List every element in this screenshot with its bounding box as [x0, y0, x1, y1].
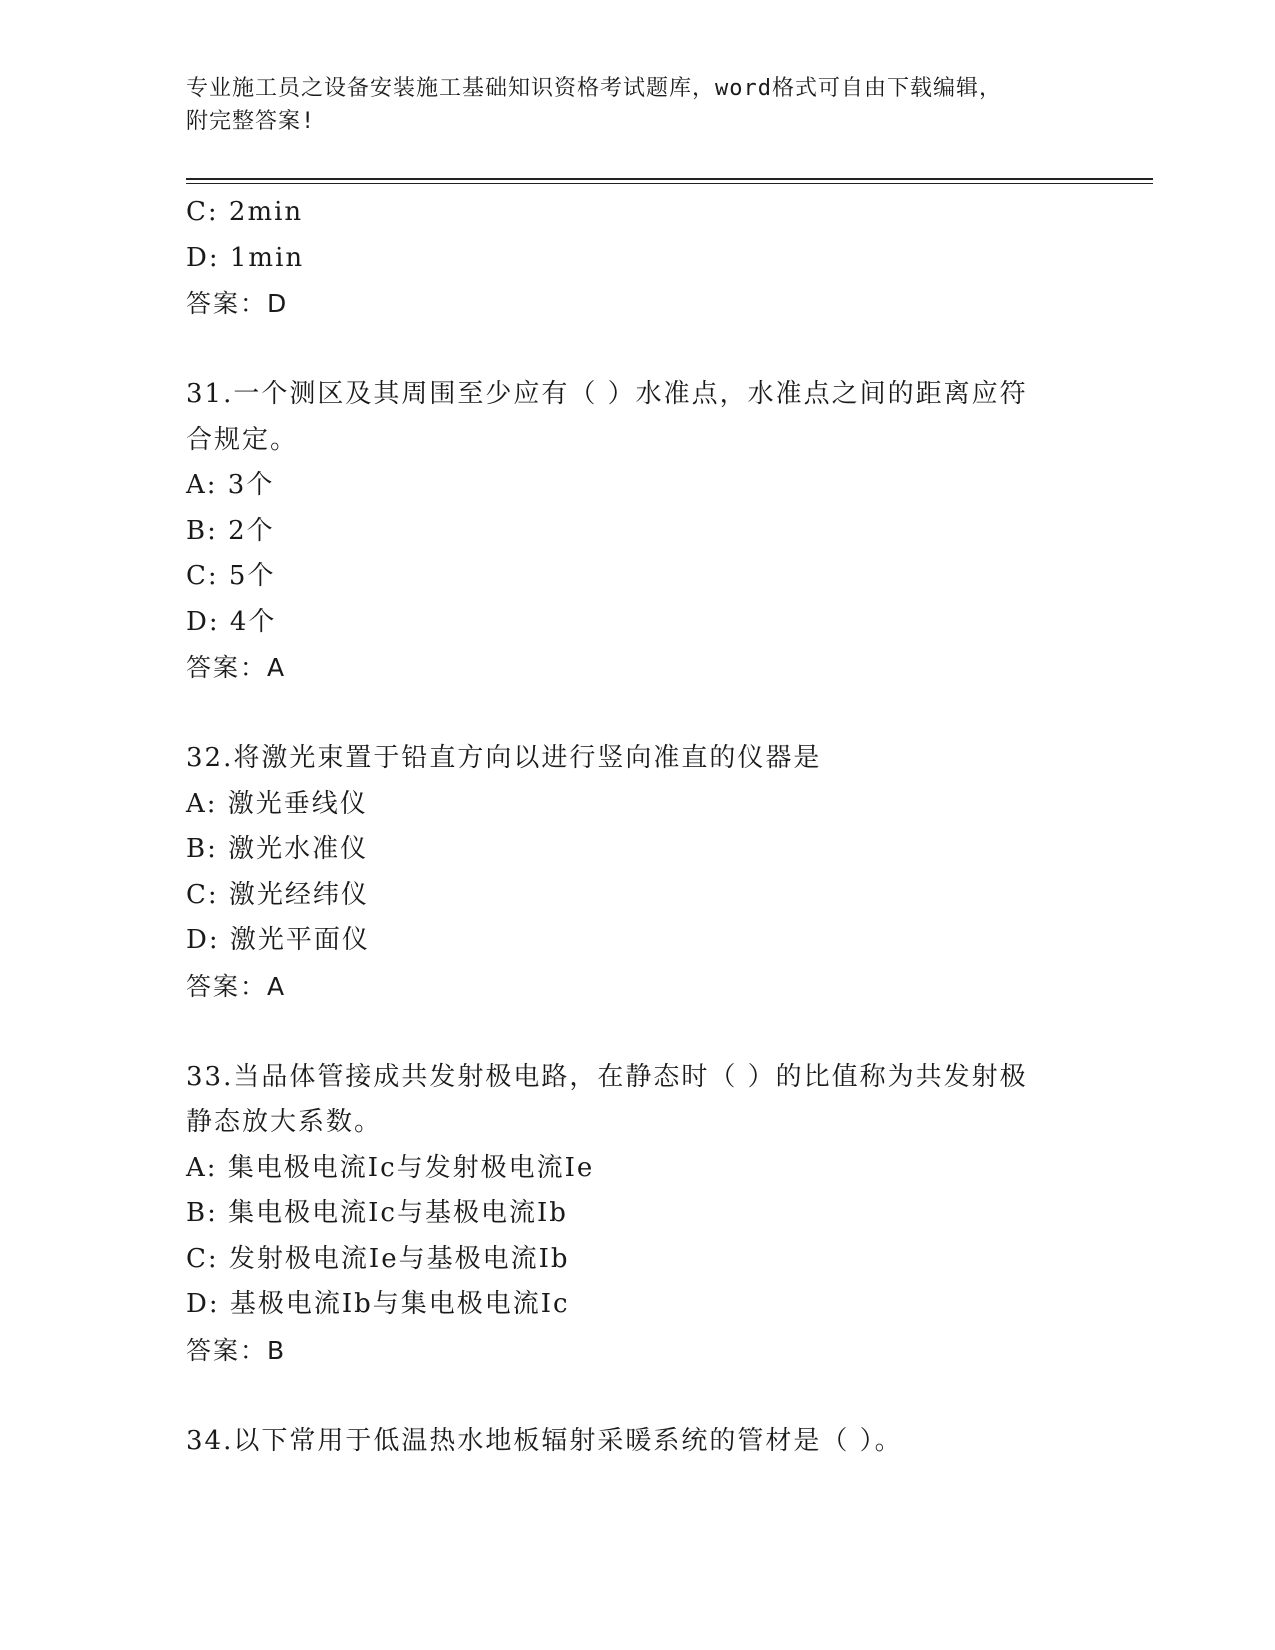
question-text: 34.以下常用于低温热水地板辐射采暖系统的管材是（ ）。: [186, 1425, 903, 1456]
answer-key: 答案：A: [186, 653, 287, 682]
spacer: [186, 327, 1086, 373]
spacer: [186, 1373, 1086, 1419]
answer-option: B: 2个: [186, 515, 275, 546]
answer-option: A: 集电极电流Ic与发射极电流Ie: [186, 1152, 595, 1183]
question-text: 合规定。: [186, 424, 299, 455]
question-list: [186, 190, 1086, 1464]
header-divider-thin: [186, 183, 1153, 184]
question-text: 31.一个测区及其周围至少应有（ ）水准点，水准点之间的距离应符: [186, 379, 1028, 409]
answer-option: D: 基极电流Ib与集电极电流Ic: [186, 1289, 570, 1319]
answer-option: A: 激光垂线仪: [186, 788, 368, 819]
spacer: [186, 1009, 1086, 1055]
answer-option: C: 发射极电流Ie与基极电流Ib: [186, 1243, 570, 1274]
question-text: 静态放大系数。: [186, 1107, 383, 1137]
answer-option: A: 3个: [186, 470, 275, 500]
answer-option: B: 激光水准仪: [186, 834, 369, 864]
answer-key: 答案：D: [186, 289, 289, 318]
header-divider: [186, 178, 1153, 180]
header-line-2: 附完整答案!: [186, 109, 316, 134]
header-line-1: 专业施工员之设备安装施工基础知识资格考试题库，word格式可自由下载编辑，: [186, 76, 1002, 101]
answer-key: 答案：A: [186, 971, 287, 1001]
question-text: 32.将激光束置于铅直方向以进行竖向准直的仪器是: [186, 743, 822, 773]
question-text: 33.当品体管接成共发射极电路，在静态时（ ）的比值称为共发射极: [186, 1061, 1028, 1092]
answer-option: C: 5个: [186, 561, 276, 591]
answer-option: B: 集电极电流Ic与基极电流Ib: [186, 1198, 568, 1228]
answer-option: D: 1min: [186, 242, 305, 273]
spacer: [186, 691, 1086, 737]
answer-option: D: 4个: [186, 606, 277, 637]
document-header: [186, 72, 1086, 138]
answer-option: C: 2min: [186, 197, 304, 227]
answer-option: C: 激光经纬仪: [186, 879, 369, 910]
answer-option: D: 激光平面仪: [186, 925, 370, 955]
answer-key: 答案：B: [186, 1335, 287, 1365]
